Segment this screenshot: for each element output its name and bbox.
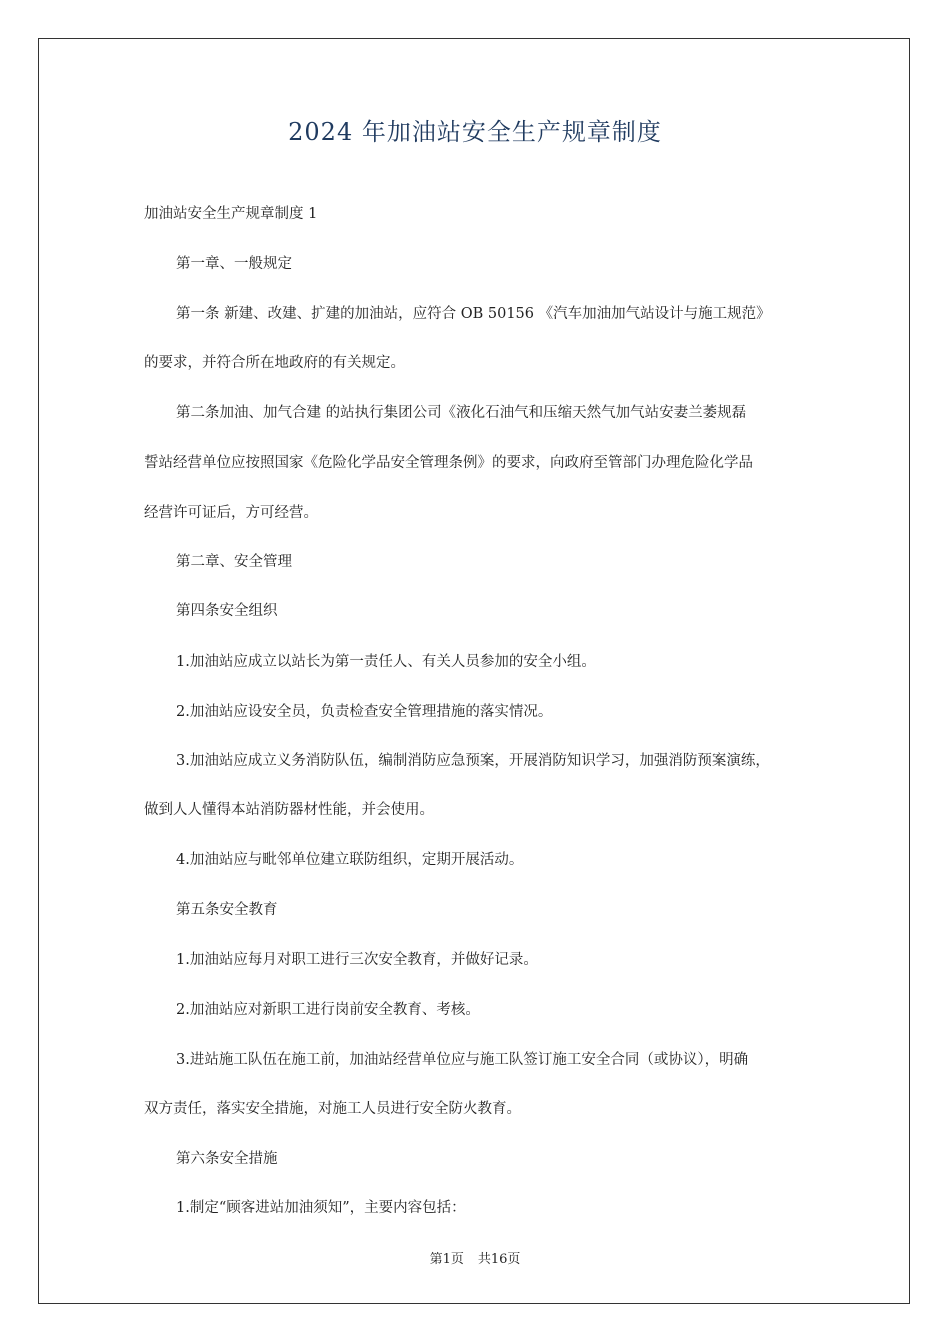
page-total: 共16页 [477, 1252, 521, 1267]
chapter-heading: 第二章、安全管理 [176, 554, 292, 570]
article-heading: 第五条安全教育 [176, 902, 278, 918]
document-title: 2024 年加油站安全生产规章制度 [288, 118, 662, 146]
paragraph-line: 经营许可证后，方可经营。 [144, 505, 318, 521]
paragraph-line: 2.加油站应对新职工进行岗前安全教育、考核。 [176, 1002, 480, 1018]
paragraph-line: 第一条 新建、改建、扩建的加油站，应符合 OB 50156 《汽车加油加气站设计与施工规范》 [176, 306, 771, 322]
paragraph-line: 第二条加油、加气合建 的站执行集团公司《液化石油气和压缩天然气加气站安妻兰萎规磊 [176, 405, 747, 421]
paragraph-line: 做到人人懂得本站消防器材性能，并会使用。 [144, 802, 434, 818]
paragraph-line: 2.加油站应设安全员，负责检查安全管理措施的落实情况。 [176, 704, 553, 720]
section-heading: 加油站安全生产规章制度 1 [144, 206, 318, 222]
paragraph-line: 1.制定“顾客进站加油须知”，主要内容包括： [176, 1200, 466, 1216]
chapter-heading: 第一章、一般规定 [176, 256, 292, 272]
paragraph-line: 双方责任，落实安全措施，对施工人员进行安全防火教育。 [144, 1101, 521, 1117]
paragraph-line: 3.加油站应成立义务消防队伍，编制消防应急预案，开展消防知识学习，加强消防预案演练， [176, 753, 770, 769]
article-heading: 第六条安全措施 [176, 1151, 278, 1167]
paragraph-line: 的要求，并符合所在地政府的有关规定。 [144, 355, 405, 371]
paragraph-line: 4.加油站应与毗邻单位建立联防组织，定期开展活动。 [176, 852, 524, 868]
article-heading: 第四条安全组织 [176, 603, 278, 619]
paragraph-line: 1.加油站应每月对职工进行三次安全教育，并做好记录。 [176, 952, 538, 968]
paragraph-line: 3.进站施工队伍在施工前，加油站经营单位应与施工队签订施工安全合同（或协议），明确 [176, 1052, 749, 1068]
paragraph-line: 誓站经营单位应按照国家《危险化学品安全管理条例》的要求，向政府至管部门办理危险化学品 [144, 455, 753, 471]
page-number: 第1页 [429, 1252, 464, 1267]
paragraph-line: 1.加油站应成立以站长为第一责任人、有关人员参加的安全小组。 [176, 654, 596, 670]
page-footer [0, 1248, 950, 1267]
